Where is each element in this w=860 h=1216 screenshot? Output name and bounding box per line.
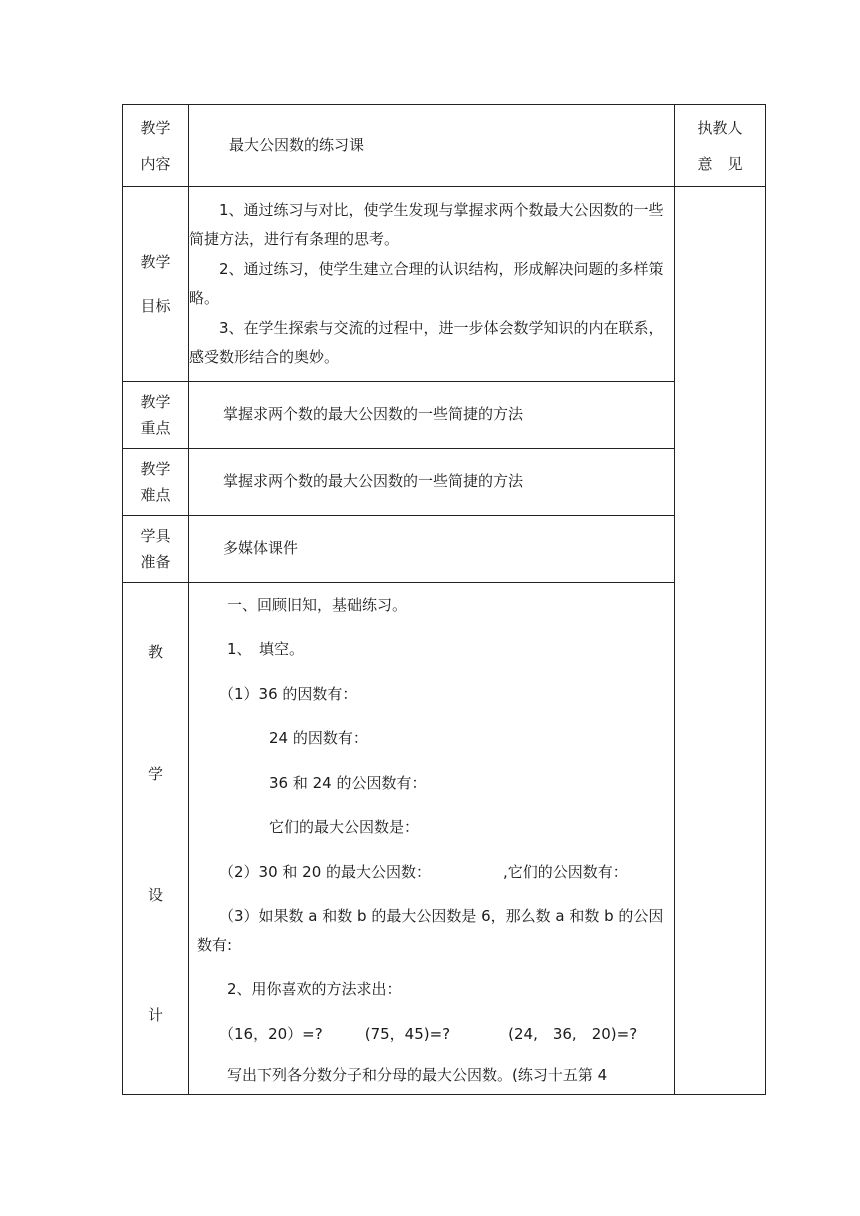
label-line: 内容: [140, 154, 171, 173]
row-teaching-content: [123, 105, 766, 187]
gcd-exercise: (24, 36, 20)=?: [508, 1024, 638, 1043]
label-line: 重点: [140, 419, 171, 437]
design-question: 1、 填空。: [227, 640, 305, 658]
label-line: 准备: [140, 553, 171, 571]
label-key-points: [123, 382, 189, 449]
design-line: 它们的最大公因数是：: [269, 818, 420, 836]
side-head-line: 意 见: [697, 154, 743, 173]
design-line-q1-2: [197, 850, 668, 895]
design-label-char: 学: [147, 765, 163, 783]
gcd-exercise: (75，45)=?: [364, 1024, 451, 1043]
label-line: 教学: [140, 252, 171, 271]
label-line: 教学: [140, 393, 171, 411]
teaching-design-content: [189, 583, 675, 1095]
instructor-opinion-header: [675, 105, 766, 187]
label-teaching-goals: [123, 187, 189, 382]
label-materials: [123, 516, 189, 583]
teaching-goals-value: [189, 187, 675, 382]
row-difficulties: [123, 449, 766, 516]
label-line: 教学: [140, 118, 171, 137]
materials-text: 多媒体课件: [223, 539, 299, 558]
label-line: 目标: [140, 297, 171, 315]
goal-item: 3、在学生探索与交流的过程中，进一步体会数学知识的内在联系，感受数形结合的奥妙。: [189, 318, 664, 366]
row-materials: [123, 516, 766, 583]
design-question: 写出下列各分数分子和分母的最大公因数。(练习十五第 4: [227, 1066, 608, 1084]
design-line: （3）如果数 a 和数 b 的最大公因数是 6，那么数 a 和数 b 的公因数有:: [197, 907, 664, 954]
key-points-text: 掌握求两个数的最大公因数的一些简捷的方法: [223, 405, 524, 424]
goal-item: 1、通过练习与对比，使学生发现与掌握求两个数最大公因数的一些简捷方法，进行有条理的思考。: [189, 200, 664, 248]
difficulties-value: [189, 449, 675, 516]
label-teaching-design: [123, 583, 189, 1095]
design-line-q2-items: [197, 1012, 668, 1057]
label-line: 难点: [140, 486, 171, 504]
row-teaching-design: [123, 583, 766, 1095]
design-line: （1）36 的因数有：: [219, 684, 358, 703]
materials-value: [189, 516, 675, 583]
row-key-points: [123, 382, 766, 449]
goal-item: 2、通过练习，使学生建立合理的认识结构，形成解决问题的多样策略。: [189, 259, 664, 307]
design-label-char: 教: [147, 643, 163, 661]
lesson-plan-table: [122, 104, 766, 1095]
design-section-heading: 一、回顾旧知，基础练习。: [227, 596, 408, 614]
instructor-opinion-cell: [675, 187, 766, 1095]
side-head-line: 执教人: [697, 118, 743, 137]
design-line: 36 和 24 的公因数有：: [269, 773, 427, 792]
design-line-part: ,它们的公因数有：: [503, 862, 628, 881]
label-difficulties: [123, 449, 189, 516]
design-label-char: 设: [147, 886, 163, 904]
difficulties-text: 掌握求两个数的最大公因数的一些简捷的方法: [223, 472, 524, 491]
teaching-content-value: [189, 105, 675, 187]
row-teaching-goals: [123, 187, 766, 382]
design-label-char: 计: [147, 1006, 163, 1024]
design-line: 24 的因数有：: [269, 729, 368, 747]
gcd-exercise: （16，20）=?: [219, 1024, 323, 1043]
lesson-title: 最大公因数的练习课: [229, 135, 365, 154]
key-points-value: [189, 382, 675, 449]
design-line-part: （2）30 和 20 的最大公因数：: [219, 862, 432, 881]
label-line: 学具: [140, 527, 171, 545]
label-teaching-content: [123, 105, 189, 187]
label-line: 教学: [140, 460, 171, 478]
design-question: 2、用你喜欢的方法求出：: [227, 980, 402, 998]
